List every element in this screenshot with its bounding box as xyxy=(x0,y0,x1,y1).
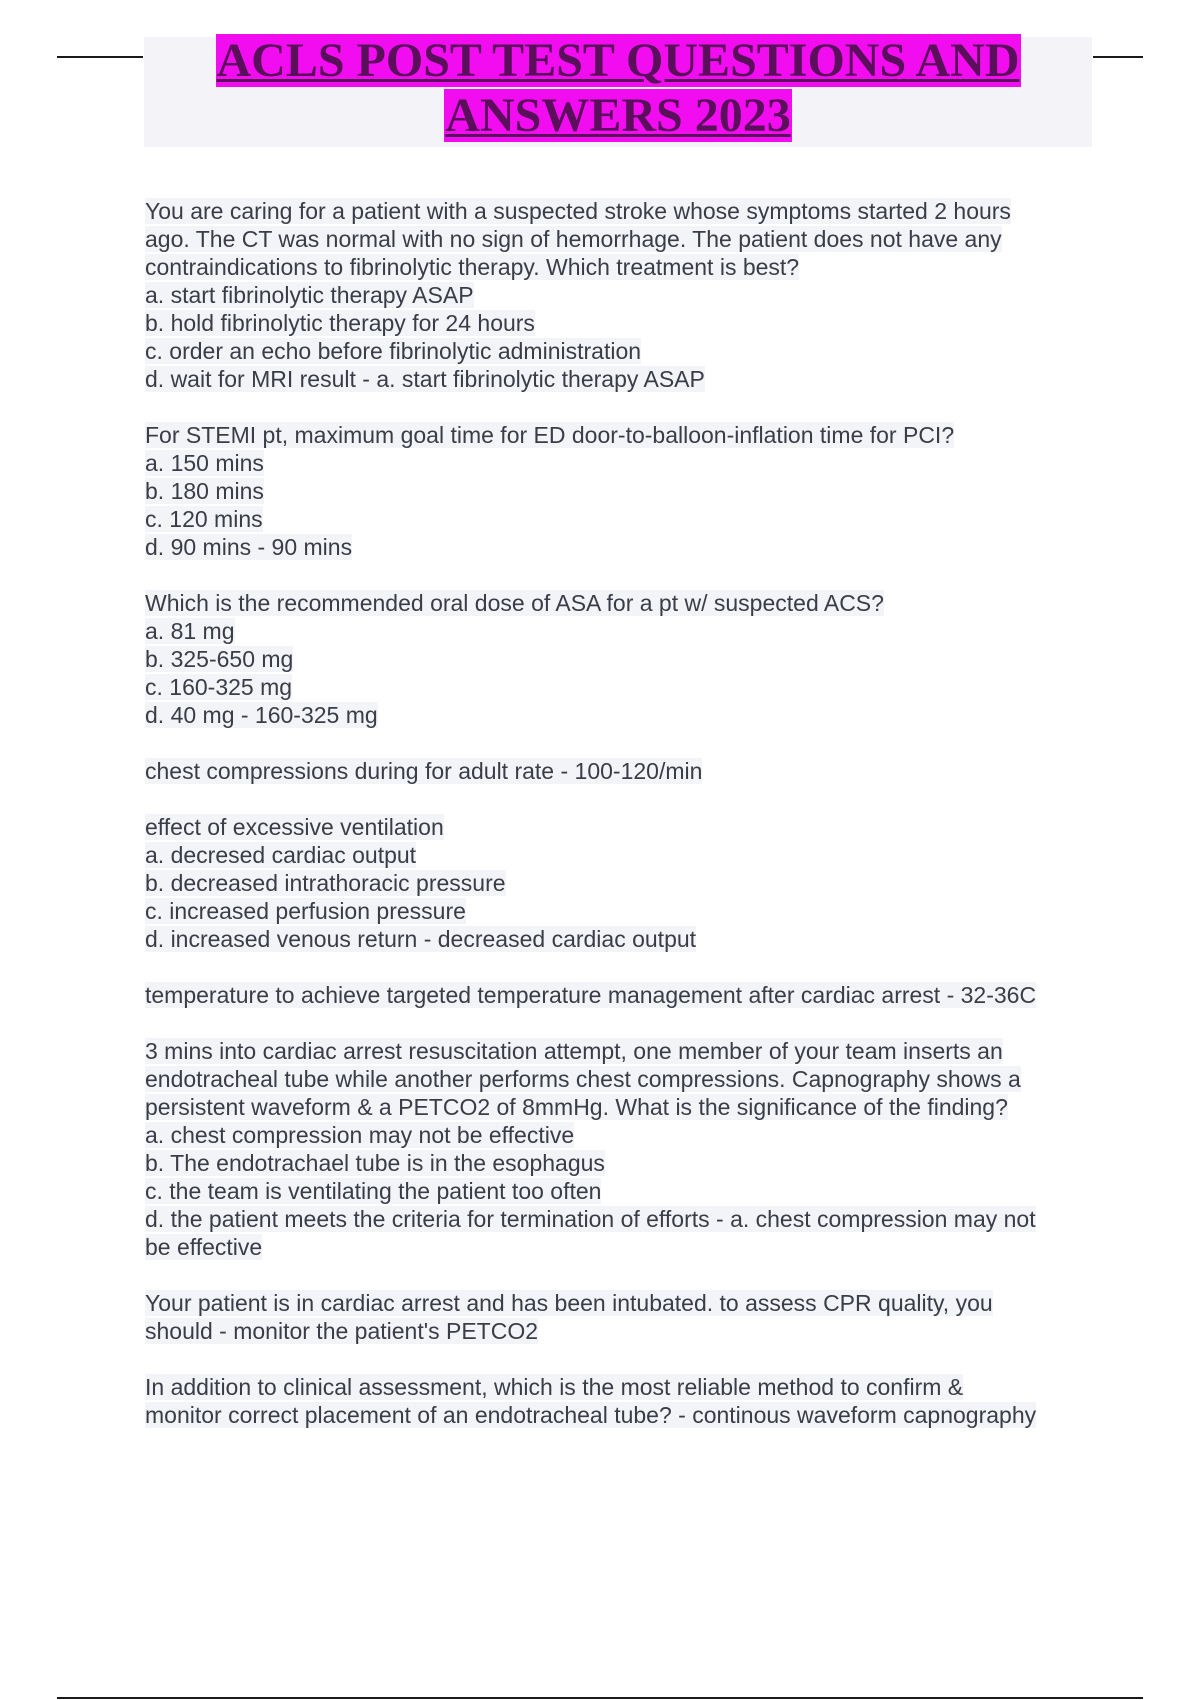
question-block xyxy=(145,1373,1145,1429)
question-block xyxy=(145,1289,1145,1345)
question-line-text: b. decreased intrathoracic pressure xyxy=(145,870,506,896)
question-line-text: temperature to achieve targeted temperature management after cardiac arrest - 32-36C xyxy=(145,982,1037,1008)
question-line-text: b. 180 mins xyxy=(145,478,264,504)
question-line xyxy=(145,225,1145,253)
header-rule-left xyxy=(57,56,143,58)
question-line xyxy=(145,1317,1145,1345)
question-line xyxy=(145,337,1145,365)
question-line xyxy=(145,869,1145,897)
question-line xyxy=(145,309,1145,337)
question-line-text: b. 325-650 mg xyxy=(145,646,294,672)
question-line-text: endotracheal tube while another performs chest compressions. Capnography shows a xyxy=(145,1066,1021,1092)
question-line-text: b. hold fibrinolytic therapy for 24 hours xyxy=(145,310,535,336)
question-block xyxy=(145,1037,1145,1261)
question-line-text: chest compressions during for adult rate - 100-120/min xyxy=(145,758,703,784)
question-line xyxy=(145,1401,1145,1429)
question-line-text: Which is the recommended oral dose of ASA for a pt w/ suspected ACS? xyxy=(145,590,884,616)
question-block xyxy=(145,589,1145,729)
question-line-text: contraindications to fibrinolytic therapy. Which treatment is best? xyxy=(145,254,800,280)
question-line-text: d. wait for MRI result - a. start fibrinolytic therapy ASAP xyxy=(145,366,705,392)
question-line-text: Your patient is in cardiac arrest and has been intubated. to assess CPR quality, you xyxy=(145,1290,993,1316)
question-line xyxy=(145,533,1145,561)
question-line xyxy=(145,1121,1145,1149)
question-line xyxy=(145,421,1145,449)
question-block xyxy=(145,813,1145,953)
question-line xyxy=(145,701,1145,729)
question-line-text: d. increased venous return - decreased cardiac output xyxy=(145,926,697,952)
question-line-text: c. 120 mins xyxy=(145,506,263,532)
question-line-text: 3 mins into cardiac arrest resuscitation attempt, one member of your team inserts an xyxy=(145,1038,1003,1064)
question-line xyxy=(145,1373,1145,1401)
question-line xyxy=(145,1205,1145,1233)
question-line-text: persistent waveform & a PETCO2 of 8mmHg. What is the significance of the finding? xyxy=(145,1094,1008,1120)
question-block xyxy=(145,421,1145,561)
question-line xyxy=(145,981,1145,1009)
question-line xyxy=(145,645,1145,673)
question-line xyxy=(145,1093,1145,1121)
question-line-text: d. 90 mins - 90 mins xyxy=(145,534,353,560)
question-line-text: be effective xyxy=(145,1234,263,1260)
question-block xyxy=(145,757,1145,785)
title-line-2: ANSWERS 2023 xyxy=(445,89,791,142)
question-line xyxy=(145,1065,1145,1093)
question-line xyxy=(145,589,1145,617)
question-line-text: ago. The CT was normal with no sign of hemorrhage. The patient does not have any xyxy=(145,226,1002,252)
question-line-text: a. 81 mg xyxy=(145,618,235,644)
question-line xyxy=(145,505,1145,533)
question-line-text: a. start fibrinolytic therapy ASAP xyxy=(145,282,474,308)
question-line xyxy=(145,253,1145,281)
question-line-text: monitor correct placement of an endotracheal tube? - continous waveform capnography xyxy=(145,1402,1037,1428)
question-line xyxy=(145,617,1145,645)
question-line-text: a. 150 mins xyxy=(145,450,264,476)
question-line-text: should - monitor the patient's PETCO2 xyxy=(145,1318,539,1344)
question-line-text: You are caring for a patient with a suspected stroke whose symptoms started 2 hours xyxy=(145,198,1011,224)
question-line xyxy=(145,925,1145,953)
question-line-text: In addition to clinical assessment, which is the most reliable method to confirm & xyxy=(145,1374,964,1400)
question-block xyxy=(145,981,1145,1009)
document-title xyxy=(144,33,1092,143)
question-line-text: c. 160-325 mg xyxy=(145,674,293,700)
question-line xyxy=(145,757,1145,785)
question-line xyxy=(145,1177,1145,1205)
question-line xyxy=(145,449,1145,477)
question-line xyxy=(145,813,1145,841)
question-line-text: For STEMI pt, maximum goal time for ED door-to-balloon-inflation time for PCI? xyxy=(145,422,955,448)
question-line-text: effect of excessive ventilation xyxy=(145,814,444,840)
question-line xyxy=(145,1149,1145,1177)
question-line-text: c. the team is ventilating the patient too often xyxy=(145,1178,602,1204)
question-line xyxy=(145,841,1145,869)
question-line-text: c. order an echo before fibrinolytic administration xyxy=(145,338,642,364)
question-line-text: d. 40 mg - 160-325 mg xyxy=(145,702,378,728)
question-line xyxy=(145,1037,1145,1065)
question-line xyxy=(145,197,1145,225)
question-line-text: a. chest compression may not be effective xyxy=(145,1122,575,1148)
question-line xyxy=(145,477,1145,505)
question-line-text: d. the patient meets the criteria for termination of efforts - a. chest compression may not xyxy=(145,1206,1036,1232)
question-line xyxy=(145,365,1145,393)
question-line-text: c. increased perfusion pressure xyxy=(145,898,466,924)
question-list xyxy=(145,197,1145,1457)
question-line xyxy=(145,281,1145,309)
question-line xyxy=(145,1233,1145,1261)
question-line-text: a. decresed cardiac output xyxy=(145,842,417,868)
question-line xyxy=(145,673,1145,701)
title-line-1: ACLS POST TEST QUESTIONS AND xyxy=(216,34,1020,87)
question-block xyxy=(145,197,1145,393)
footer-rule xyxy=(57,1697,1143,1699)
question-line xyxy=(145,897,1145,925)
question-line-text: b. The endotrachael tube is in the esophagus xyxy=(145,1150,605,1176)
header-rule-right xyxy=(1093,56,1143,58)
question-line xyxy=(145,1289,1145,1317)
